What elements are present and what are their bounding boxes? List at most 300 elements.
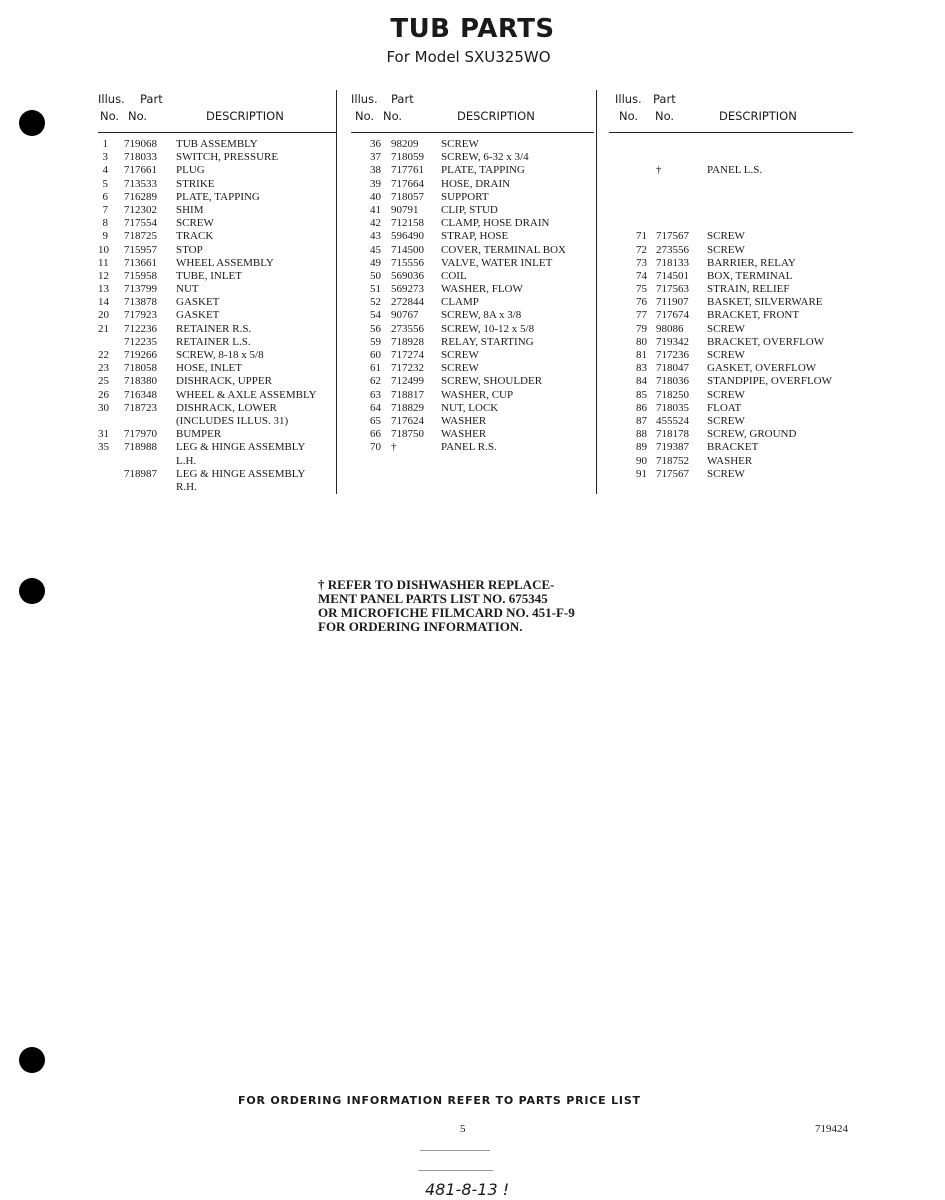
part-description: SCREW: [707, 230, 745, 243]
part-description: BRACKET: [707, 441, 759, 454]
table-row: [98, 402, 336, 415]
part-number: 718752: [656, 454, 689, 467]
part-number: 717674: [656, 309, 689, 322]
part-number: 718058: [124, 362, 157, 375]
part-number: 718829: [391, 401, 424, 414]
part-description: GASKET, OVERFLOW: [707, 362, 817, 375]
table-row: [98, 362, 336, 375]
illus-number: 81: [636, 349, 647, 361]
illus-number: 84: [636, 375, 647, 388]
part-description: STANDPIPE, OVERFLOW: [707, 375, 833, 388]
part-description: TUBE, INLET: [176, 269, 242, 282]
illus-number: 12: [98, 269, 109, 282]
illus-number: 13: [98, 283, 109, 296]
part-description: GASKET: [176, 296, 220, 309]
part-description: HOSE, INLET: [176, 362, 242, 375]
table-row: [609, 217, 853, 230]
part-description: WHEEL & AXLE ASSEMBLY: [176, 388, 317, 401]
scan-artifact: [418, 1170, 493, 1171]
table-row: [609, 138, 853, 151]
part-description: WASHER, FLOW: [441, 283, 523, 296]
table-row: [351, 336, 594, 349]
parts-column-2: [351, 92, 594, 455]
table-row: [351, 164, 594, 177]
part-number: 717970: [124, 428, 157, 441]
table-row: [351, 138, 594, 151]
part-number: 712302: [124, 203, 157, 216]
table-row: [98, 336, 336, 349]
table-row: [351, 362, 594, 375]
part-description: SCREW: [707, 243, 745, 256]
part-description: HOSE, DRAIN: [441, 177, 511, 190]
part-description: WASHER, CUP: [441, 388, 514, 401]
part-number: 717236: [656, 349, 689, 361]
part-number: 718036: [656, 375, 689, 388]
part-description: SHIM: [176, 203, 204, 216]
illus-number: 79: [636, 322, 647, 335]
part-description: SCREW, 6-32 x 3/4: [441, 151, 529, 164]
part-number: 98086: [656, 322, 684, 335]
part-description: SCREW: [707, 388, 745, 401]
part-description: COVER, TERMINAL BOX: [441, 243, 566, 256]
table-row: [351, 270, 594, 283]
binder-hole-top: [19, 110, 45, 136]
part-number: 273556: [656, 243, 689, 256]
illus-number: 71: [636, 230, 647, 243]
parts-list: [609, 133, 853, 481]
part-description: SCREW: [176, 217, 214, 230]
part-number: 717567: [656, 467, 689, 480]
table-row: [98, 151, 336, 164]
table-row: [98, 244, 336, 257]
part-number: 455524: [656, 414, 689, 427]
part-number: 716289: [124, 190, 157, 203]
column-header: [98, 92, 336, 133]
table-row: [609, 375, 853, 388]
table-row: [98, 217, 336, 230]
part-number: 711907: [656, 296, 689, 309]
part-description: SCREW, GROUND: [707, 428, 797, 441]
illus-number: 37: [370, 151, 381, 164]
table-row: [98, 296, 336, 309]
illus-number: 31: [98, 428, 109, 441]
part-number: 717664: [391, 177, 424, 190]
illus-number: 61: [370, 362, 381, 375]
part-description: NUT: [176, 283, 199, 296]
header-illus: Illus.: [615, 92, 642, 106]
part-number: †: [391, 441, 397, 454]
illus-number: 50: [370, 269, 381, 282]
illus-number: 3: [102, 151, 108, 164]
part-number: 90767: [391, 309, 419, 322]
part-description: SCREW: [707, 349, 745, 361]
part-number: †: [656, 164, 662, 177]
illus-number: 39: [370, 177, 381, 190]
table-row: [351, 257, 594, 270]
part-description: PANEL R.S.: [441, 441, 497, 454]
part-description: SUPPORT: [441, 190, 489, 203]
illus-number: 72: [636, 243, 647, 256]
illus-number: 51: [370, 283, 381, 296]
header-description: DESCRIPTION: [206, 109, 284, 123]
table-row: [609, 151, 853, 164]
header-no: No.: [383, 109, 403, 123]
part-number: 717661: [124, 164, 157, 177]
part-description: PLUG: [176, 164, 205, 177]
table-row: [351, 309, 594, 322]
part-number: 715556: [391, 256, 424, 269]
part-number: 713799: [124, 283, 157, 296]
part-description: SCREW, 10-12 x 5/8: [441, 322, 535, 335]
part-description: PLATE, TAPPING: [176, 190, 260, 203]
table-row: [609, 349, 853, 362]
table-row: [609, 389, 853, 402]
part-number: 712499: [391, 375, 424, 388]
part-number: 718133: [656, 256, 689, 269]
part-number: 716348: [124, 388, 157, 401]
part-description: L.H.: [176, 454, 197, 467]
part-number: 713533: [124, 177, 157, 190]
part-description: BARRIER, RELAY: [707, 256, 796, 269]
table-row: [351, 428, 594, 441]
ordering-note: † REFER TO DISHWASHER REPLACE- MENT PANEL PARTS LIST NO. 675345 OR MICROFICHE FILMCARD NO. 451-F-9 FOR ORDERING INFORMATION.: [318, 577, 575, 634]
illus-number: 41: [370, 203, 381, 216]
illus-number: 91: [636, 467, 647, 480]
illus-number: 7: [102, 203, 108, 216]
illus-number: 40: [370, 190, 381, 203]
illus-number: 54: [370, 309, 381, 322]
part-description: WASHER: [441, 414, 487, 427]
part-number: 719266: [124, 349, 157, 361]
table-row: [351, 204, 594, 217]
table-row: [609, 270, 853, 283]
illus-number: 73: [636, 256, 647, 269]
part-description: CLIP, STUD: [441, 203, 498, 216]
table-row: [609, 283, 853, 296]
part-number: 272844: [391, 296, 424, 309]
table-row: [98, 270, 336, 283]
illus-number: 74: [636, 269, 647, 282]
illus-number: 14: [98, 296, 109, 309]
part-number: 718035: [656, 401, 689, 414]
scan-artifact: [420, 1150, 490, 1151]
table-row: [609, 336, 853, 349]
part-number: 718380: [124, 375, 157, 388]
table-row: [98, 441, 336, 454]
table-row: [609, 415, 853, 428]
table-row: [98, 375, 336, 388]
illus-number: 77: [636, 309, 647, 322]
part-description: SCREW: [441, 349, 479, 361]
part-number: 718059: [391, 151, 424, 164]
part-description: RETAINER L.S.: [176, 335, 251, 348]
table-row: [609, 309, 853, 322]
illus-number: 21: [98, 322, 109, 335]
part-description: FLOAT: [707, 401, 742, 414]
table-row: [98, 323, 336, 336]
table-row: [609, 402, 853, 415]
column-header: [609, 92, 853, 133]
part-description: SCREW: [707, 467, 745, 480]
illus-number: 70: [370, 441, 381, 454]
illus-number: 8: [102, 217, 108, 230]
part-number: 719342: [656, 335, 689, 348]
illus-number: 80: [636, 335, 647, 348]
part-description: RETAINER R.S.: [176, 322, 252, 335]
table-row: [351, 191, 594, 204]
illus-number: 36: [370, 138, 381, 150]
part-number: 712236: [124, 322, 157, 335]
header-no: No.: [655, 109, 675, 123]
table-row: [609, 455, 853, 468]
part-number: 719068: [124, 138, 157, 150]
table-row: [98, 178, 336, 191]
part-description: WASHER: [707, 454, 753, 467]
part-description: PANEL L.S.: [707, 164, 763, 177]
table-row: [98, 204, 336, 217]
column-divider: [336, 90, 337, 494]
part-description: TUB ASSEMBLY: [176, 138, 258, 150]
part-description: STRAP, HOSE: [441, 230, 509, 243]
header-no: No.: [100, 109, 120, 123]
illus-number: 75: [636, 283, 647, 296]
part-number: 719387: [656, 441, 689, 454]
illus-number: 43: [370, 230, 381, 243]
part-number: 718178: [656, 428, 689, 441]
header-illus: Illus.: [98, 92, 125, 106]
table-row: [351, 323, 594, 336]
part-number: 717624: [391, 414, 424, 427]
part-description: SCREW: [707, 414, 745, 427]
part-description: SCREW, 8A x 3/8: [441, 309, 522, 322]
illus-number: 20: [98, 309, 109, 322]
table-row: [98, 349, 336, 362]
part-number: 90791: [391, 203, 419, 216]
illus-number: 4: [102, 164, 108, 177]
part-number: 715958: [124, 269, 157, 282]
part-number: 713878: [124, 296, 157, 309]
part-number: 717554: [124, 217, 157, 230]
illus-number: 59: [370, 335, 381, 348]
table-row: [351, 217, 594, 230]
parts-column-1: [98, 92, 336, 494]
part-number: 596490: [391, 230, 424, 243]
part-description: COIL: [441, 269, 467, 282]
part-number: 718047: [656, 362, 689, 375]
part-number: 718750: [391, 428, 424, 441]
page-title: TUB PARTS: [390, 14, 555, 44]
table-row: [351, 402, 594, 415]
part-description: SCREW: [707, 322, 745, 335]
part-number: 717567: [656, 230, 689, 243]
part-description: SCREW, SHOULDER: [441, 375, 543, 388]
table-row: [98, 455, 336, 468]
table-row: [351, 244, 594, 257]
table-row: [609, 441, 853, 454]
part-number: 717274: [391, 349, 424, 361]
part-description: RELAY, STARTING: [441, 335, 534, 348]
part-description: SCREW, 8-18 x 5/8: [176, 349, 264, 361]
header-illus: Illus.: [351, 92, 378, 106]
table-row: [609, 468, 853, 481]
illus-number: 45: [370, 243, 381, 256]
illus-number: 83: [636, 362, 647, 375]
part-number: 714501: [656, 269, 689, 282]
parts-list: [98, 133, 336, 494]
illus-number: 86: [636, 401, 647, 414]
binder-hole-bottom: [19, 1047, 45, 1073]
part-number: 273556: [391, 322, 424, 335]
part-description: DISHRACK, UPPER: [176, 375, 272, 388]
part-description: (INCLUDES ILLUS. 31): [176, 414, 289, 427]
table-row: [98, 428, 336, 441]
illus-number: 65: [370, 414, 381, 427]
illus-number: 64: [370, 401, 381, 414]
table-row: [351, 178, 594, 191]
part-description: SWITCH, PRESSURE: [176, 151, 279, 164]
table-row: [351, 151, 594, 164]
binder-hole-middle: [19, 578, 45, 604]
part-number: 717761: [391, 164, 424, 177]
part-number: 718250: [656, 388, 689, 401]
part-number: 569273: [391, 283, 424, 296]
illus-number: 26: [98, 388, 109, 401]
part-description: TRACK: [176, 230, 214, 243]
part-number: 717232: [391, 362, 424, 375]
column-divider: [596, 90, 597, 494]
page-subtitle: For Model SXU325WO: [386, 48, 551, 66]
table-row: [351, 230, 594, 243]
illus-number: 76: [636, 296, 647, 309]
illus-number: 30: [98, 401, 109, 414]
table-row: [98, 283, 336, 296]
illus-number: 22: [98, 349, 109, 361]
ordering-footer: FOR ORDERING INFORMATION REFER TO PARTS PRICE LIST: [238, 1094, 641, 1107]
illus-number: 56: [370, 322, 381, 335]
illus-number: 38: [370, 164, 381, 177]
part-description: GASKET: [176, 309, 220, 322]
table-row: [98, 191, 336, 204]
part-number: 718723: [124, 401, 157, 414]
part-number: 712235: [124, 335, 157, 348]
part-description: SCREW: [441, 362, 479, 375]
part-number: 718928: [391, 335, 424, 348]
part-description: BRACKET, FRONT: [707, 309, 800, 322]
illus-number: 88: [636, 428, 647, 441]
illus-number: 66: [370, 428, 381, 441]
illus-number: 52: [370, 296, 381, 309]
table-row: [98, 415, 336, 428]
part-number: 569036: [391, 269, 424, 282]
header-description: DESCRIPTION: [457, 109, 535, 123]
illus-number: 23: [98, 362, 109, 375]
column-header: [351, 92, 594, 133]
part-description: DISHRACK, LOWER: [176, 401, 277, 414]
illus-number: 25: [98, 375, 109, 388]
table-row: [609, 178, 853, 191]
header-no: No.: [128, 109, 148, 123]
part-description: LEG & HINGE ASSEMBLY: [176, 467, 306, 480]
part-number: 717923: [124, 309, 157, 322]
table-row: [609, 257, 853, 270]
part-number: 718725: [124, 230, 157, 243]
part-number: 718057: [391, 190, 424, 203]
table-row: [609, 164, 853, 177]
table-row: [98, 468, 336, 481]
parts-list: [351, 133, 594, 455]
illus-number: 35: [98, 441, 109, 454]
illus-number: 89: [636, 441, 647, 454]
illus-number: 87: [636, 414, 647, 427]
table-row: [98, 257, 336, 270]
table-row: [351, 349, 594, 362]
header-part: Part: [653, 92, 676, 106]
part-number: 713661: [124, 256, 157, 269]
part-description: BUMPER: [176, 428, 222, 441]
header-part: Part: [391, 92, 414, 106]
part-description: R.H.: [176, 480, 197, 493]
table-row: [609, 296, 853, 309]
table-row: [351, 296, 594, 309]
illus-number: 85: [636, 388, 647, 401]
table-row: [351, 389, 594, 402]
document-number: 719424: [815, 1123, 848, 1135]
part-number: 98209: [391, 138, 419, 150]
table-row: [98, 481, 336, 494]
table-row: [351, 415, 594, 428]
table-row: [609, 204, 853, 217]
illus-number: 60: [370, 349, 381, 361]
part-number: 715957: [124, 243, 157, 256]
table-row: [98, 309, 336, 322]
part-description: LEG & HINGE ASSEMBLY: [176, 441, 306, 454]
table-row: [98, 389, 336, 402]
table-row: [609, 244, 853, 257]
parts-column-3: [609, 92, 853, 481]
illus-number: 5: [102, 177, 108, 190]
header-description: DESCRIPTION: [719, 109, 797, 123]
part-description: BOX, TERMINAL: [707, 269, 793, 282]
part-number: 718817: [391, 388, 424, 401]
header-no: No.: [355, 109, 375, 123]
part-description: WHEEL ASSEMBLY: [176, 256, 274, 269]
table-row: [609, 428, 853, 441]
table-row: [351, 375, 594, 388]
illus-number: 10: [98, 243, 109, 256]
part-description: CLAMP: [441, 296, 479, 309]
illus-number: 1: [102, 138, 108, 150]
part-description: BASKET, SILVERWARE: [707, 296, 823, 309]
part-number: 712158: [391, 217, 424, 230]
page-number: 5: [460, 1123, 466, 1135]
part-description: PLATE, TAPPING: [441, 164, 525, 177]
header-no: No.: [619, 109, 639, 123]
illus-number: 42: [370, 217, 381, 230]
part-description: BRACKET, OVERFLOW: [707, 335, 825, 348]
table-row: [609, 323, 853, 336]
illus-number: 90: [636, 454, 647, 467]
part-description: WASHER: [441, 428, 487, 441]
illus-number: 9: [102, 230, 108, 243]
illus-number: 49: [370, 256, 381, 269]
table-row: [351, 441, 594, 454]
table-row: [98, 138, 336, 151]
illus-number: 11: [98, 256, 109, 269]
illus-number: 63: [370, 388, 381, 401]
header-part: Part: [140, 92, 163, 106]
table-row: [351, 283, 594, 296]
table-row: [609, 191, 853, 204]
